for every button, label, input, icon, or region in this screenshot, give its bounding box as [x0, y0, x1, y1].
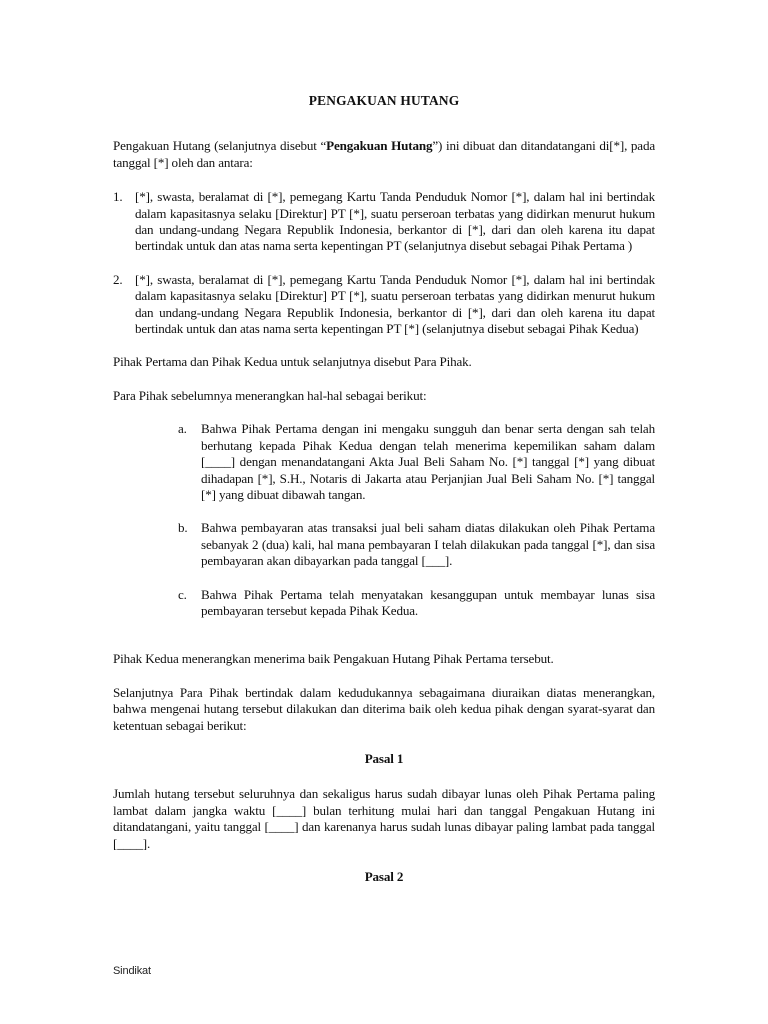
para-pihak-paragraph: Pihak Pertama dan Pihak Kedua untuk selanjutnya disebut Para Pihak.	[113, 354, 472, 370]
party-text: [*], swasta, beralamat di [*], pemegang Kartu Tanda Penduduk Nomor [*], dalam hal ini bertindak dalam kapasitasnya selaku [Direktur] PT [*], suatu perseroan terbatas yang didirkan menurut hukum dan undang-undang Negara Republik Indonesia, berkantor di [*], dari dan oleh karena itu dapat bertindak untuk dan atas nama serta kepentingan PT [*] (selanjutnya disebut sebagai Pihak Kedua)	[135, 271, 655, 337]
party-item	[113, 272, 655, 338]
recital-letter: c.	[178, 586, 187, 602]
recital-letter: b.	[178, 520, 188, 536]
intro-text-after: ”) ini dibuat dan ditandatangani di[*], pada tanggal [*] oleh dan antara:	[113, 138, 655, 170]
party-text: [*], swasta, beralamat di [*], pemegang Kartu Tanda Penduduk Nomor [*], dalam hal ini bertindak dalam kapasitasnya selaku [Direktur] PT [*], suatu perseroan terbatas yang didirkan menurut hukum dan undang-undang Negara Republik Indonesia, berkantor di [*], dari dan oleh karena itu dapat bertindak untuk dan atas nama serta kepentingan PT (selanjutnya disebut sebagai Pihak Pertama )	[135, 189, 655, 254]
intro-text-before: Pengakuan Hutang (selanjutnya disebut “	[113, 138, 327, 154]
recital-letter: a.	[178, 421, 187, 437]
pasal-2-heading: Pasal 2	[364, 869, 404, 884]
pihak-kedua-paragraph: Pihak Kedua menerangkan menerima baik Pengakuan Hutang Pihak Pertama tersebut.	[113, 651, 554, 667]
pasal-1-text: Jumlah hutang tersebut seluruhnya dan sekaligus harus sudah dibayar lunas oleh Pihak Pertama paling lambat dalam jangka waktu [____] bulan terhitung mulai hari dan tanggal Pengakuan Hutang ini ditandatangani, yaitu tanggal [____] dan karenanya harus sudah lunas dibayar paling lambat pada tanggal [____].	[113, 786, 655, 851]
party-number: 2.	[113, 271, 123, 287]
intro-paragraph	[113, 138, 655, 171]
pasal-1-heading: Pasal 1	[364, 750, 404, 766]
party-item	[113, 189, 655, 255]
selanjutnya-paragraph: Selanjutnya Para Pihak bertindak dalam kedudukannya sebagaimana diuraikan diatas menerangkan, bahwa mengenai hutang tersebut dilakukan dan diterima baik oleh kedua pihak dengan syarat-syarat dan ketentuan sebagai berikut:	[113, 684, 655, 733]
recital-item	[178, 421, 655, 503]
recital-text: Bahwa Pihak Pertama dengan ini mengaku sungguh dan benar serta dengan sah telah berhutang kepada Pihak Kedua dengan telah menerima kepemilikan saham dalam [____] dengan menandatangani Akta Jual Beli Saham No. [*] tanggal [*] yang dibuat dihadapan [*], S.H., Notaris di Jakarta atau Perjanjian Jual Beli Saham No. [*] tanggal [*] yang dibuat dibawah tangan.	[201, 421, 655, 502]
party-number: 1.	[113, 189, 123, 205]
recital-text: Bahwa pembayaran atas transaksi jual beli saham diatas dilakukan oleh Pihak Pertama sebanyak 2 (dua) kali, hal mana pembayaran I telah dilakukan pada tanggal [*], dan sisa pembayaran akan dibayarkan pada tanggal [___].	[201, 520, 655, 569]
recital-text: Bahwa Pihak Pertama telah menyatakan kesanggupan untuk membayar lunas sisa pembayaran tersebut kepada Pihak Kedua.	[201, 586, 655, 618]
footer-watermark: Sindikat	[113, 965, 151, 977]
recital-item	[178, 587, 655, 620]
recitals-list	[178, 421, 655, 619]
menerangkan-paragraph: Para Pihak sebelumnya menerangkan hal-hal sebagai berikut:	[113, 387, 427, 403]
recital-item	[178, 520, 655, 569]
intro-text-bold: Pengakuan Hutang	[326, 138, 433, 154]
document-title: PENGAKUAN HUTANG	[308, 93, 460, 108]
parties-list	[113, 189, 655, 337]
